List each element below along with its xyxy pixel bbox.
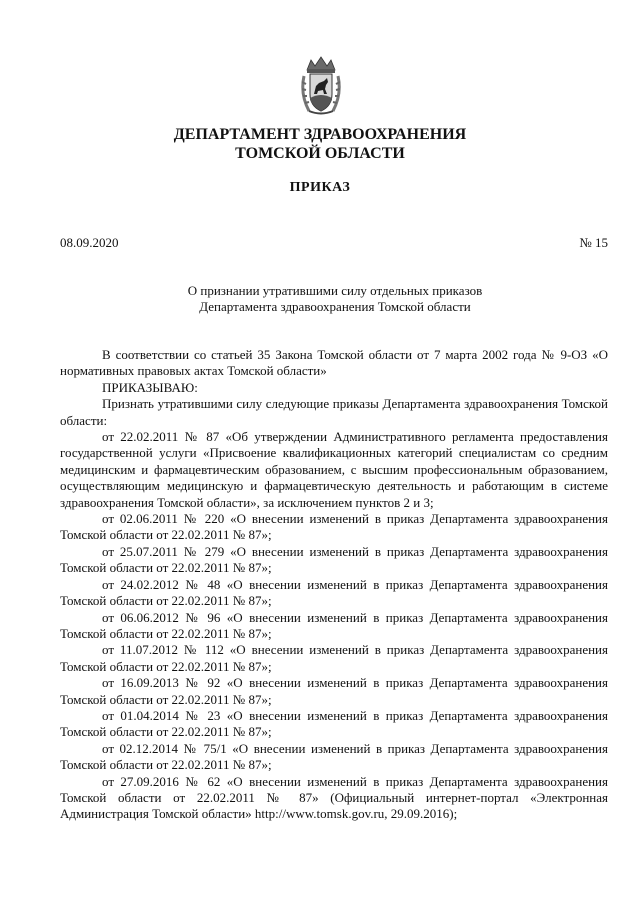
order-list-item: от 02.12.2014 № 75/1 «О внесении изменений в приказ Департамента здравоохранения Томской области от 22.02.2011 № 87»; bbox=[60, 740, 608, 773]
document-number: № 15 bbox=[579, 235, 608, 250]
order-list-item: от 25.07.2011 № 279 «О внесении изменений в приказ Департамента здравоохранения Томской области от 22.02.2011 № 87»; bbox=[60, 543, 608, 576]
order-list-item: от 02.06.2011 № 220 «О внесении изменений в приказ Департамента здравоохранения Томской области от 22.02.2011 № 87»; bbox=[60, 511, 608, 543]
org-name-line2: ТОМСКОЙ ОБЛАСТИ bbox=[235, 145, 405, 162]
order-list-item: от 24.02.2012 № 48 «О внесении изменений в приказ Департамента здравоохранения Томской области от 22.02.2011 № 87»; bbox=[60, 576, 608, 609]
order-list-item: от 22.02.2011 № 87 «Об утверждении Административного регламента предоставления государственной услуги «Присвоение квалификационных категорий специалистам со средним медицинским и фармацевтическим образованием, с высшим профессиональным образованием, осуществляющим медицинскую и фармацевтическую деятельность и работающим в системе здравоохранения Томской области», за исключением пунктов 2 и 3; bbox=[60, 429, 608, 510]
order-list-item: от 01.04.2014 № 23 «О внесении изменений в приказ Департамента здравоохранения Томской области от 22.02.2011 № 87»; bbox=[60, 707, 608, 740]
subject-line2: Департамента здравоохранения Томской области bbox=[199, 299, 471, 314]
coat-of-arms-icon bbox=[299, 56, 343, 116]
order-list-item: от 06.06.2012 № 96 «О внесении изменений в приказ Департамента здравоохранения Томской области от 22.02.2011 № 87»; bbox=[60, 609, 608, 641]
order-list-item: от 27.09.2016 № 62 «О внесении изменений в приказ Департамента здравоохранения Томской области от 22.02.2011 № 87» (Официальный интернет-портал «Электронная Администрация Томской области» http://www.tomsk.gov.ru, 29.09.2016); bbox=[60, 773, 608, 822]
order-list-item: от 11.07.2012 № 112 «О внесении изменений в приказ Департамента здравоохранения Томской области от 22.02.2011 № 87»; bbox=[60, 642, 608, 674]
document-date: 08.09.2020 bbox=[60, 235, 119, 250]
document-subject bbox=[150, 283, 520, 315]
org-name-line1: ДЕПАРТАМЕНТ ЗДРАВООХРАНЕНИЯ bbox=[173, 126, 467, 143]
document-type: ПРИКАЗ bbox=[289, 180, 351, 195]
order-word: ПРИКАЗЫВАЮ: bbox=[102, 379, 198, 395]
item-paragraph: Признать утратившими силу следующие приказы Департамента здравоохранения Томской области: bbox=[60, 396, 608, 428]
subject-line1: О признании утратившими силу отдельных приказов bbox=[187, 283, 483, 298]
intro-paragraph: В соответствии со статьей 35 Закона Томской области от 7 марта 2002 года № 9-ОЗ «О нормативных правовых актах Томской области» bbox=[60, 347, 608, 379]
order-list-item: от 16.09.2013 № 92 «О внесении изменений в приказ Департамента здравоохранения Томской области от 22.02.2011 № 87»; bbox=[60, 675, 608, 707]
document-body bbox=[60, 347, 608, 823]
